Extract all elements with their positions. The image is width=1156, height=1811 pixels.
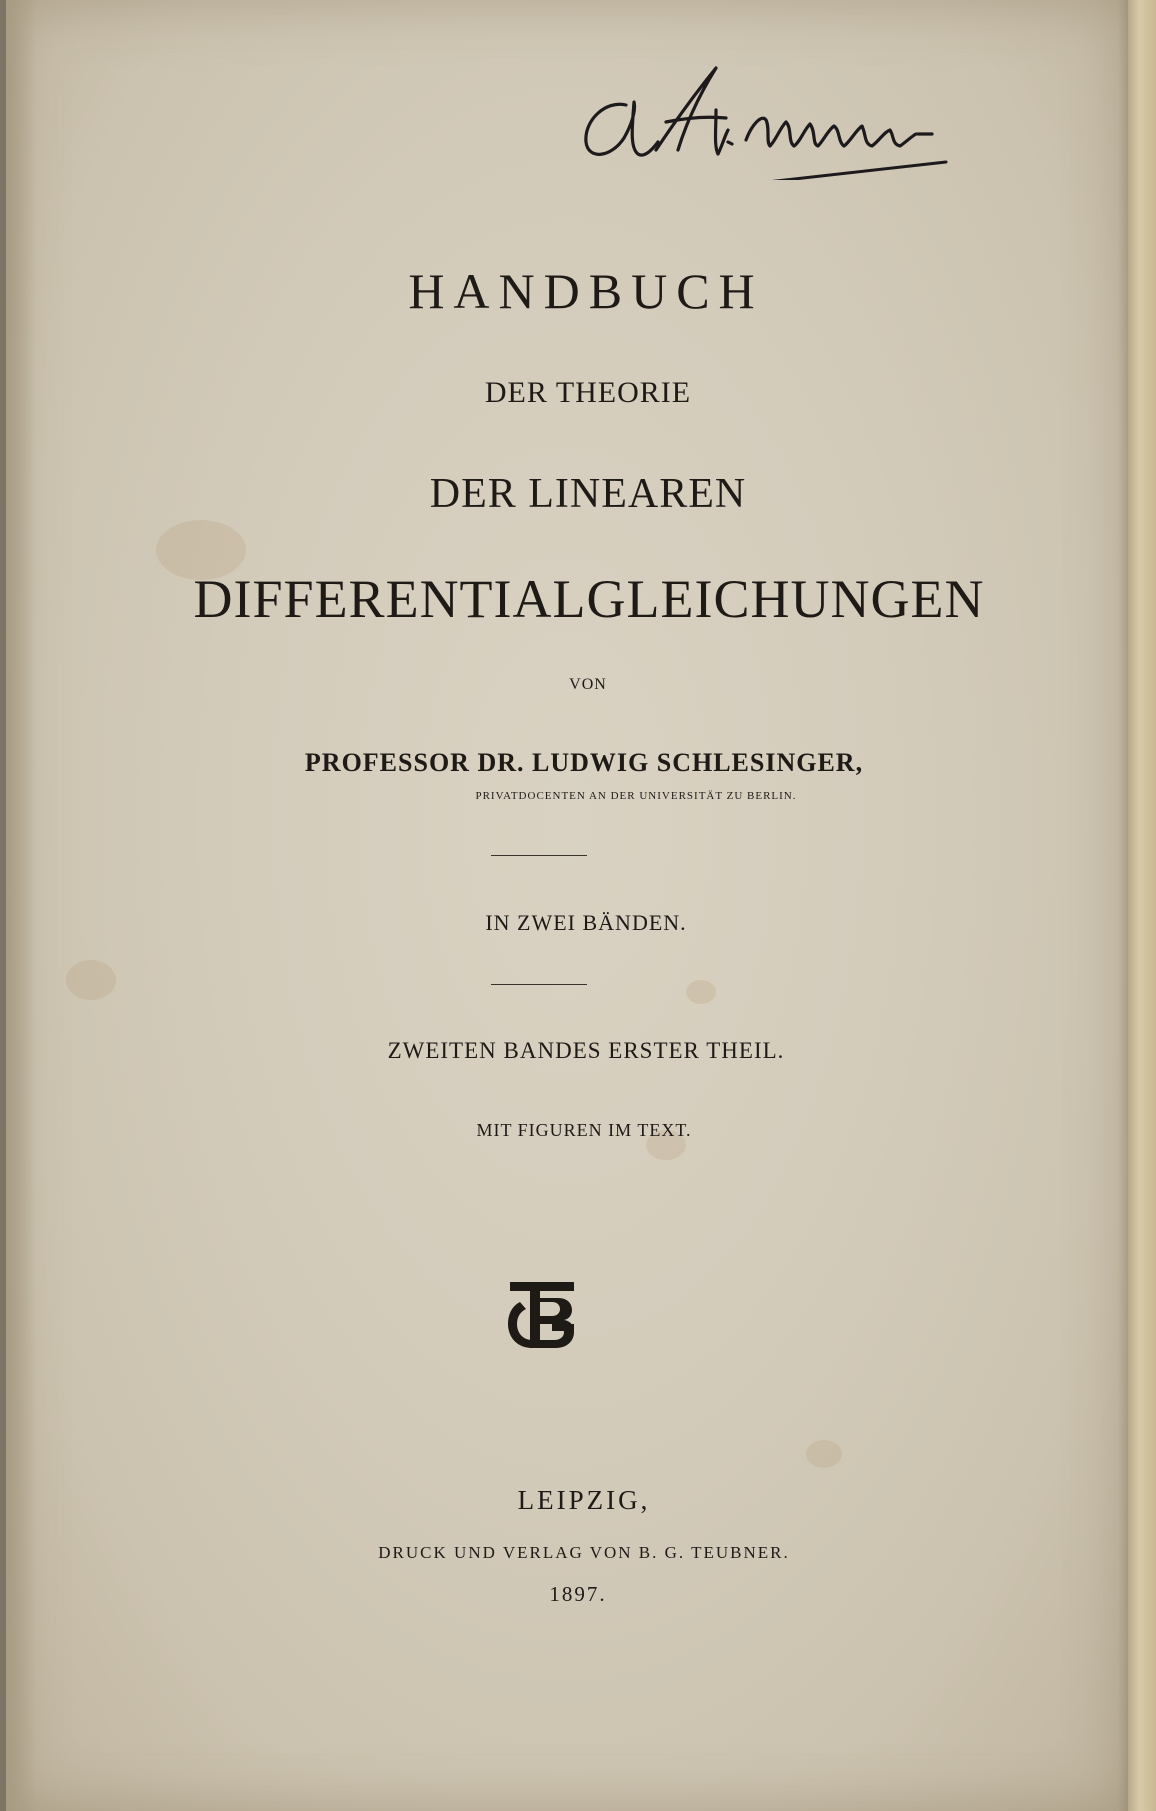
title-page xyxy=(6,0,1128,1811)
title-handbuch: HANDBUCH xyxy=(408,263,764,319)
imprint-city: LEIPZIG, xyxy=(517,1485,651,1515)
volume-count: IN ZWEI BÄNDEN. xyxy=(485,910,687,935)
foxing-stain xyxy=(806,1440,842,1468)
author-affiliation: PRIVATDOCENTEN AN DER UNIVERSITÄT ZU BERLIN. xyxy=(475,790,797,802)
teubner-logo-icon xyxy=(506,1280,578,1352)
figures-note: MIT FIGUREN IM TEXT. xyxy=(476,1120,692,1140)
imprint-year: 1897. xyxy=(549,1582,607,1606)
divider-rule xyxy=(491,855,587,856)
handwritten-signature xyxy=(566,50,1016,180)
title-der-linearen: DER LINEAREN xyxy=(429,471,747,517)
author-name: PROFESSOR DR. LUDWIG SCHLESINGER, xyxy=(304,748,864,777)
divider-rule xyxy=(491,984,587,985)
title-differentialgleichungen: DIFFERENTIALGLEICHUNGEN xyxy=(193,569,985,629)
foxing-stain xyxy=(686,980,716,1004)
book-edge xyxy=(1128,0,1156,1811)
imprint-publisher: DRUCK UND VERLAG VON B. G. TEUBNER. xyxy=(378,1543,790,1562)
title-der-theorie: DER THEORIE xyxy=(484,376,692,409)
foxing-stain xyxy=(66,960,116,1000)
volume-part: ZWEITEN BANDES ERSTER THEIL. xyxy=(387,1038,785,1063)
spine-shadow xyxy=(6,0,36,1811)
byline-von: VON xyxy=(569,676,607,693)
